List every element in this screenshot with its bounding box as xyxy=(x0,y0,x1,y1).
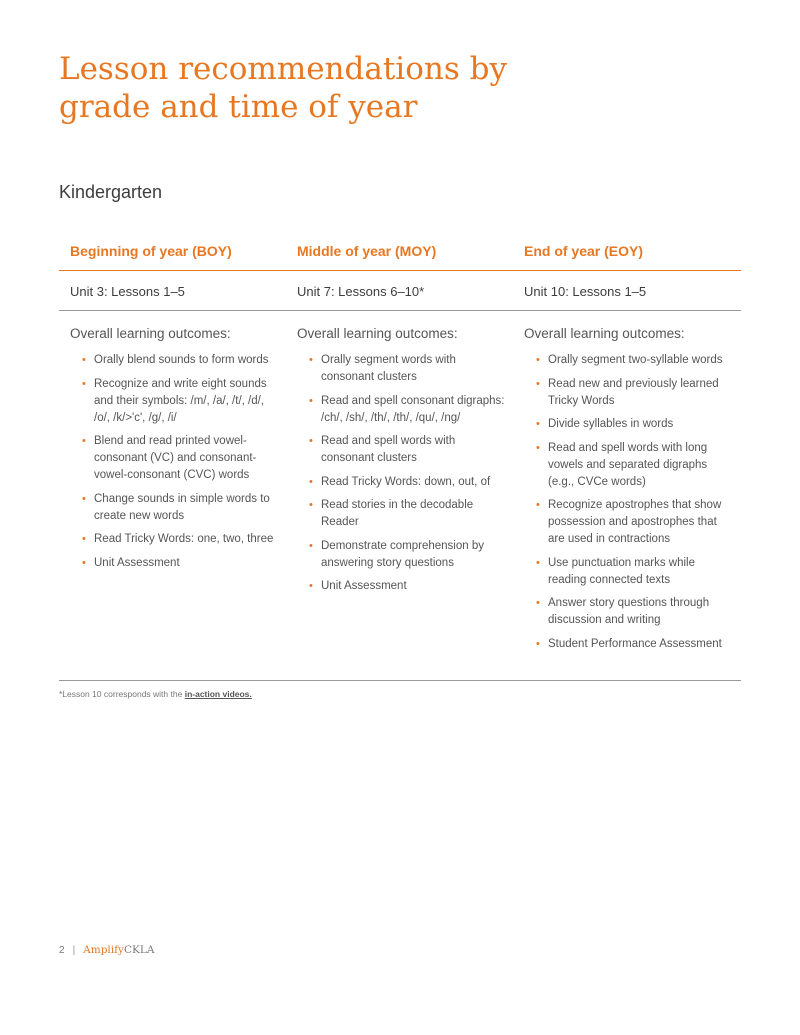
footer-separator: | xyxy=(72,944,76,956)
outcome-item xyxy=(82,376,278,427)
unit-boy: Unit 3: Lessons 1–5 xyxy=(70,283,185,299)
outcome-text: Use punctuation marks while reading connected texts xyxy=(548,556,696,586)
outcome-text: Change sounds in simple words to create new words xyxy=(94,492,270,522)
bullet-icon: • xyxy=(82,354,86,366)
page-number: 2 xyxy=(59,944,65,956)
outcome-item xyxy=(309,352,505,386)
table-header-row xyxy=(59,240,741,271)
column-header-boy: Beginning of year (BOY) xyxy=(70,243,232,259)
outcome-text: Unit Assessment xyxy=(321,580,407,592)
grade-heading: Kindergarten xyxy=(59,182,163,202)
outcome-text: Read Tricky Words: one, two, three xyxy=(94,533,274,545)
outcomes-row xyxy=(59,311,741,659)
outcome-item xyxy=(82,531,278,548)
outcome-text: Read new and previously learned Tricky Words xyxy=(548,377,719,407)
page-title xyxy=(59,50,619,126)
outcomes-list xyxy=(297,352,505,595)
brand-secondary: CKLA xyxy=(123,944,155,956)
page-title-line-1: Lesson recommendations by xyxy=(59,51,507,87)
outcome-item xyxy=(309,433,505,467)
unit-eoy: Unit 10: Lessons 1–5 xyxy=(524,283,647,299)
outcome-item xyxy=(536,555,732,589)
outcome-text: Blend and read printed vowel-consonant (VC) and consonant-vowel-consonant (CVC) words xyxy=(94,435,257,481)
outcome-item xyxy=(82,491,278,525)
outcomes-list xyxy=(524,352,732,653)
outcomes-eoy xyxy=(513,325,740,659)
footnote xyxy=(59,689,252,699)
outcome-item xyxy=(82,352,278,369)
outcome-item xyxy=(536,636,732,653)
outcome-item xyxy=(536,416,732,433)
outcome-item xyxy=(536,497,732,548)
bullet-icon: • xyxy=(309,354,313,366)
column-header-eoy: End of year (EOY) xyxy=(524,243,644,259)
bullet-icon: • xyxy=(309,394,313,407)
outcome-text: Read and spell words with consonant clusters xyxy=(321,435,456,464)
outcome-text: Read and spell consonant digraphs: /ch/, /sh/, /th/, /th/, /qu/, /ng/ xyxy=(321,394,505,424)
outcome-item xyxy=(536,440,732,491)
outcome-item xyxy=(536,376,732,410)
brand-primary: Amplify xyxy=(83,944,124,956)
outcome-item xyxy=(536,352,732,369)
bullet-icon: • xyxy=(82,533,86,545)
page-title-line-2: grade and time of year xyxy=(59,89,418,125)
outcome-item xyxy=(309,497,505,531)
outcomes-label: Overall learning outcomes: xyxy=(297,326,458,341)
bullet-icon: • xyxy=(309,499,313,511)
footnote-text: *Lesson 10 corresponds with the xyxy=(59,689,183,699)
outcome-item xyxy=(309,578,505,595)
lesson-table xyxy=(59,240,741,659)
bullet-icon: • xyxy=(536,354,540,366)
unit-moy: Unit 7: Lessons 6–10* xyxy=(297,283,425,299)
bullet-icon: • xyxy=(536,499,540,511)
outcome-item xyxy=(82,433,278,484)
outcome-item xyxy=(309,538,505,572)
bullet-icon: • xyxy=(82,556,86,569)
bullet-icon: • xyxy=(82,377,86,390)
outcome-item xyxy=(309,393,505,427)
outcome-text: Recognize apostrophes that show possession and apostrophes that are used in contractions xyxy=(548,499,722,545)
outcome-text: Orally blend sounds to form words xyxy=(94,354,269,366)
outcome-item xyxy=(82,555,278,572)
outcome-text: Demonstrate comprehension by answering story questions xyxy=(321,539,484,569)
outcomes-boy xyxy=(59,325,286,659)
bullet-icon: • xyxy=(536,556,540,569)
outcome-text: Student Performance Assessment xyxy=(548,637,722,650)
in-action-videos-link[interactable]: in-action videos. xyxy=(184,689,252,699)
outcome-item xyxy=(309,474,505,491)
bullet-icon: • xyxy=(536,597,540,609)
outcomes-list xyxy=(70,352,278,572)
brand-logo xyxy=(83,944,154,956)
bullet-icon: • xyxy=(309,435,313,447)
bullet-icon: • xyxy=(82,492,86,505)
bullet-icon: • xyxy=(309,475,313,488)
bullet-icon: • xyxy=(536,441,540,454)
outcomes-label: Overall learning outcomes: xyxy=(524,326,685,341)
outcome-text: Recognize and write eight sounds and their symbols: /m/, /a/, /t/, /d/, /o/, /k/>'c', /g/, /i/ xyxy=(94,377,267,424)
outcome-text: Read Tricky Words: down, out, of xyxy=(321,475,491,488)
bullet-icon: • xyxy=(536,377,540,390)
page-footer xyxy=(59,944,154,956)
outcome-text: Orally segment words with consonant clusters xyxy=(321,354,456,383)
outcome-text: Divide syllables in words xyxy=(548,418,674,430)
bullet-icon: • xyxy=(309,580,313,592)
outcome-text: Read and spell words with long vowels and separated digraphs (e.g., CVCe words) xyxy=(548,441,708,488)
outcomes-label: Overall learning outcomes: xyxy=(70,326,231,341)
outcomes-moy xyxy=(286,325,513,659)
outcome-text: Unit Assessment xyxy=(94,556,180,569)
bullet-icon: • xyxy=(536,637,540,650)
column-header-moy: Middle of year (MOY) xyxy=(297,243,437,259)
bullet-icon: • xyxy=(536,418,540,430)
outcome-item xyxy=(536,595,732,629)
outcome-text: Orally segment two-syllable words xyxy=(548,354,723,366)
outcome-text: Answer story questions through discussion and writing xyxy=(548,597,710,626)
bullet-icon: • xyxy=(309,539,313,552)
footnote-divider xyxy=(59,680,741,681)
outcome-text: Read stories in the decodable Reader xyxy=(321,499,474,528)
unit-row xyxy=(59,271,741,311)
bullet-icon: • xyxy=(82,435,86,447)
